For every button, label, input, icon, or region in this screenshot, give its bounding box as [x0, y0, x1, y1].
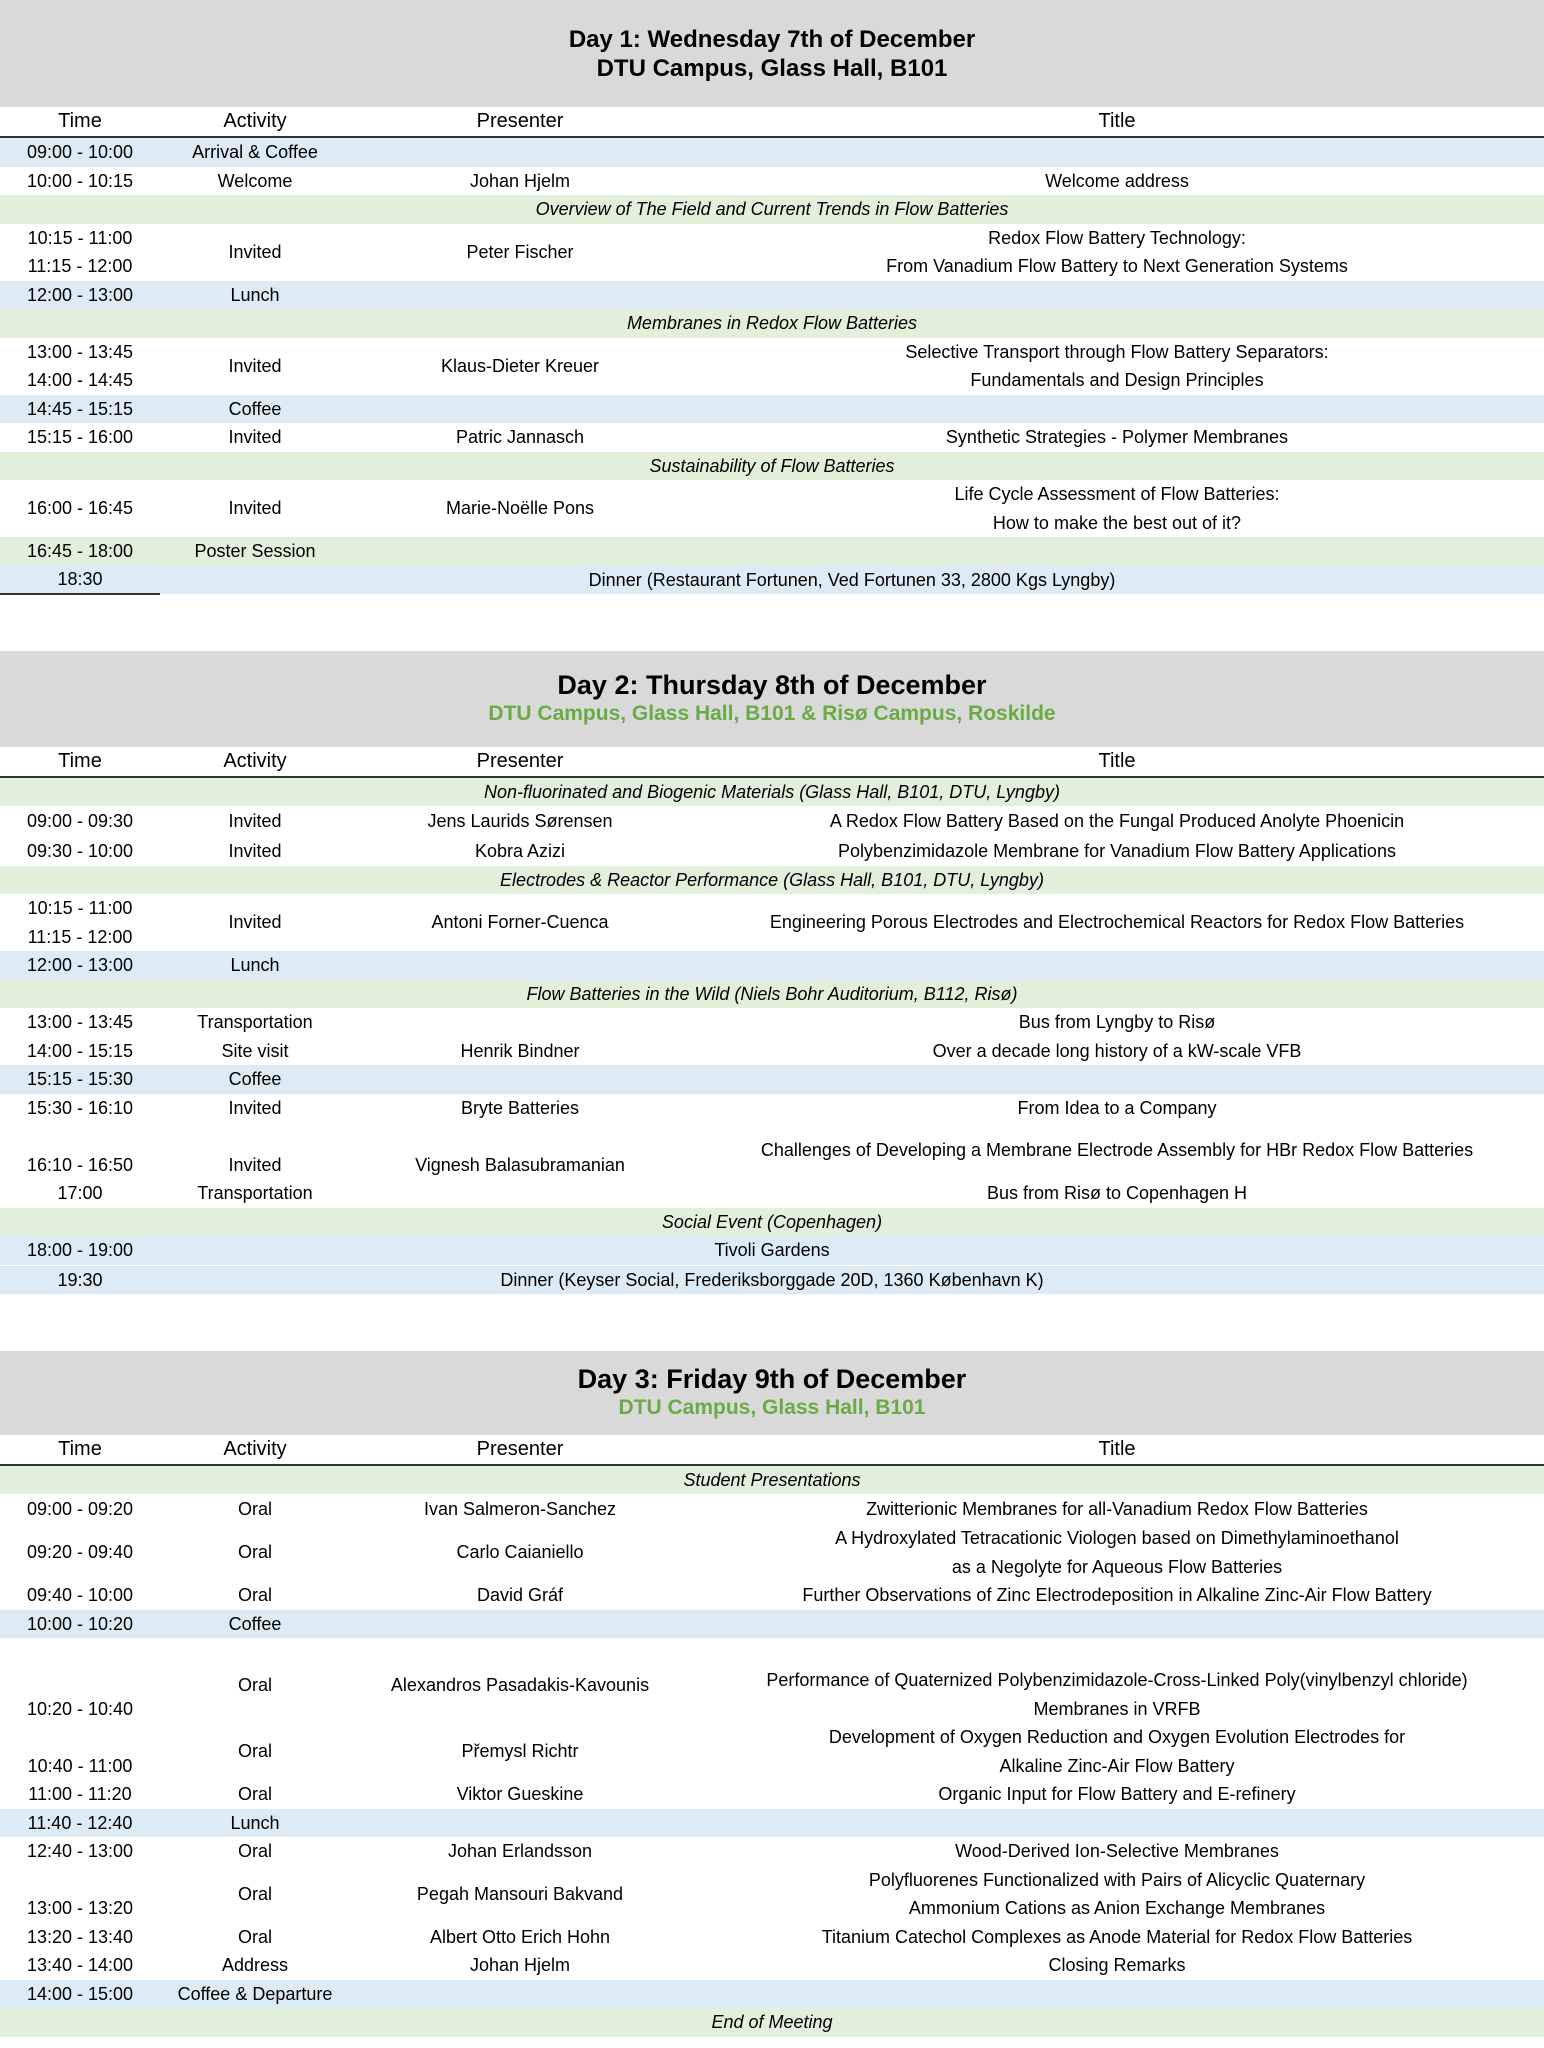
- presenter-cell: Pegah Mansouri Bakvand: [416, 1883, 624, 1904]
- time-cell: 13:00 - 13:45: [26, 1012, 134, 1032]
- activity-cell: Coffee: [228, 398, 282, 419]
- time-cell: 16:45 - 18:00: [26, 541, 134, 561]
- activity-cell: Lunch: [230, 955, 280, 975]
- event-cell: Dinner (Restaurant Fortunen, Ved Fortunen 33, 2800 Kgs Lyngby): [588, 569, 1116, 590]
- title-line: Selective Transport through Flow Battery Separators:: [905, 341, 1329, 362]
- table-row: [0, 1610, 1544, 1639]
- time-line: 13:00 - 13:45: [26, 341, 134, 362]
- activity-cell: Oral: [237, 1498, 272, 1519]
- section-heading: [0, 1466, 1544, 1495]
- title-line: as a Negolyte for Aqueous Flow Batteries: [951, 1556, 1283, 1577]
- activity-cell: Lunch: [230, 284, 280, 305]
- activity-cell: Invited: [228, 1097, 282, 1118]
- time-cell: [0, 338, 160, 395]
- col-title: Title: [1098, 1438, 1136, 1460]
- day3-header: [0, 1351, 1544, 1435]
- time-cell: 09:40 - 10:00: [26, 1585, 134, 1605]
- title-line: Polyfluorenes Functionalized with Pairs of Alicyclic Quaternary: [868, 1869, 1366, 1890]
- title-cell: Engineering Porous Electrodes and Electrochemical Reactors for Redox Flow Batteries: [769, 912, 1465, 933]
- title-cell: [690, 480, 1544, 537]
- title-line: From Vanadium Flow Battery to Next Generation Systems: [886, 256, 1348, 276]
- presenter-cell: Peter Fischer: [466, 241, 574, 262]
- table-row: [0, 806, 1544, 837]
- title-cell: [690, 224, 1544, 281]
- presenter-cell: Alexandros Pasadakis-Kavounis: [390, 1675, 650, 1696]
- table-row: [0, 1837, 1544, 1866]
- presenter-cell: David Gráf: [476, 1585, 564, 1605]
- activity-cell: Site visit: [221, 1040, 289, 1061]
- spacer: [0, 1294, 1544, 1351]
- activity-cell: Invited: [228, 498, 282, 519]
- section-heading: [0, 2008, 1544, 2037]
- section-label: Overview of The Field and Current Trends in Flow Batteries: [535, 199, 1009, 219]
- day2-title: Day 2: Thursday 8th of December: [557, 670, 987, 700]
- table-row: [0, 1951, 1544, 1980]
- presenter-cell: Ivan Salmeron-Sanchez: [423, 1498, 617, 1519]
- time-cell: 12:00 - 13:00: [26, 284, 134, 305]
- table-row: [0, 1638, 1544, 1723]
- activity-cell: Invited: [228, 427, 282, 447]
- title-cell: A Redox Flow Battery Based on the Fungal Produced Anolyte Phoenicin: [829, 811, 1405, 832]
- presenter-cell: Přemysl Richtr: [461, 1741, 579, 1762]
- day1-subtitle: DTU Campus, Glass Hall, B101: [596, 54, 948, 82]
- activity-cell: Coffee: [228, 1613, 282, 1634]
- time-cell: 18:30: [0, 565, 160, 596]
- day1-column-headers: [0, 107, 1544, 138]
- day1-header: [0, 0, 1544, 107]
- presenter-cell: Vignesh Balasubramanian: [415, 1154, 625, 1175]
- day2-subtitle: DTU Campus, Glass Hall, B101 & Risø Campus, Roskilde: [488, 702, 1056, 725]
- title-cell: Closing Remarks: [1048, 1955, 1186, 1975]
- title-line: Ammonium Cations as Anion Exchange Membranes: [908, 1898, 1326, 1918]
- time-cell: 11:00 - 11:20: [28, 1784, 132, 1804]
- table-row: [0, 480, 1544, 537]
- table-row: [0, 138, 1544, 167]
- title-line: Membranes in VRFB: [1033, 1698, 1201, 1719]
- table-row: [0, 338, 1544, 395]
- presenter-cell: Antoni Forner-Cuenca: [431, 912, 609, 933]
- activity-cell: Coffee & Departure: [177, 1983, 333, 2004]
- table-row: [0, 1809, 1544, 1838]
- table-row: [0, 1780, 1544, 1809]
- section-label: Non-fluorinated and Biogenic Materials (Glass Hall, B101, DTU, Lyngby): [484, 781, 1060, 802]
- table-row: [0, 537, 1544, 566]
- table-row: [0, 951, 1544, 980]
- title-line: Alkaline Zinc-Air Flow Battery: [999, 1755, 1235, 1776]
- table-row: [0, 1980, 1544, 2009]
- table-row: [0, 1094, 1544, 1123]
- table-row: [0, 1179, 1544, 1208]
- activity-cell: Arrival & Coffee: [192, 142, 318, 162]
- table-row: [0, 1265, 1544, 1295]
- title-line: Performance of Quaternized Polybenzimidazole-Cross-Linked Poly(vinylbenzyl chloride): [766, 1670, 1468, 1690]
- section-label: Flow Batteries in the Wild (Niels Bohr Auditorium, B112, Risø): [526, 983, 1018, 1004]
- title-cell: [690, 1638, 1544, 1723]
- time-cell: 14:00 - 15:15: [26, 1040, 134, 1061]
- presenter-cell: Henrik Bindner: [460, 1040, 580, 1061]
- activity-cell: Invited: [228, 1154, 282, 1175]
- time-cell: 16:00 - 16:45: [26, 498, 134, 519]
- time-cell: 12:00 - 13:00: [26, 955, 134, 975]
- table-row: [0, 1524, 1544, 1581]
- time-cell: 09:20 - 09:40: [26, 1542, 134, 1563]
- activity-cell: Invited: [228, 355, 282, 376]
- table-row: [0, 1236, 1544, 1265]
- end-of-meeting-label: End of Meeting: [711, 2012, 833, 2032]
- time-cell: 13:00 - 13:20: [26, 1898, 134, 1918]
- table-row: [0, 1065, 1544, 1094]
- activity-cell: Transportation: [197, 1183, 313, 1203]
- activity-cell: Transportation: [197, 1012, 313, 1032]
- table-row: [0, 423, 1544, 452]
- col-time: Time: [58, 110, 102, 133]
- title-cell: Synthetic Strategies - Polymer Membranes: [945, 427, 1289, 447]
- col-activity: Activity: [223, 1438, 287, 1460]
- time-cell: 19:30: [57, 1269, 103, 1290]
- title-cell: Titanium Catechol Complexes as Anode Material for Redox Flow Batteries: [821, 1926, 1413, 1947]
- time-line: 11:15 - 12:00: [27, 256, 133, 276]
- section-heading: [0, 866, 1544, 895]
- section-heading: [0, 452, 1544, 481]
- col-presenter: Presenter: [476, 750, 564, 772]
- activity-cell: Oral: [237, 1741, 272, 1762]
- activity-cell: Invited: [228, 811, 282, 832]
- presenter-cell: Carlo Caianiello: [456, 1542, 584, 1563]
- activity-cell: Oral: [237, 1784, 272, 1804]
- col-title: Title: [1098, 750, 1136, 772]
- presenter-cell: Bryte Batteries: [460, 1097, 580, 1118]
- presenter-cell: Albert Otto Erich Hohn: [429, 1926, 611, 1947]
- col-presenter: Presenter: [476, 110, 564, 133]
- table-row: [0, 837, 1544, 866]
- activity-cell: Oral: [237, 1841, 272, 1861]
- time-cell: 09:00 - 10:00: [26, 142, 134, 162]
- section-label: Student Presentations: [683, 1469, 861, 1490]
- title-line: Redox Flow Battery Technology:: [988, 227, 1246, 248]
- presenter-cell: Patric Jannasch: [455, 427, 585, 447]
- time-cell: 17:00: [57, 1183, 103, 1203]
- section-heading: [0, 980, 1544, 1009]
- presenter-cell: Marie-Noëlle Pons: [445, 498, 595, 519]
- col-time: Time: [58, 1438, 102, 1460]
- table-row: [0, 1122, 1544, 1179]
- activity-cell: Oral: [237, 1675, 272, 1696]
- table-row: [0, 1037, 1544, 1066]
- section-heading: [0, 195, 1544, 224]
- presenter-cell: Klaus-Dieter Kreuer: [440, 355, 600, 376]
- activity-cell: Oral: [237, 1926, 272, 1947]
- presenter-cell: Johan Hjelm: [469, 1955, 571, 1975]
- time-line: 10:15 - 11:00: [27, 898, 133, 918]
- table-row: [0, 566, 1544, 595]
- section-heading: [0, 309, 1544, 338]
- title-cell: [690, 1723, 1544, 1780]
- section-label: Sustainability of Flow Batteries: [649, 455, 895, 476]
- title-cell: [690, 338, 1544, 395]
- title-line: Development of Oxygen Reduction and Oxygen Evolution Electrodes for: [828, 1727, 1406, 1747]
- day2-header: [0, 651, 1544, 747]
- time-line: 11:15 - 12:00: [27, 926, 133, 947]
- time-cell: 14:45 - 15:15: [26, 398, 134, 419]
- table-row: [0, 894, 1544, 951]
- event-cell: Dinner (Keyser Social, Frederiksborggade 20D, 1360 København K): [500, 1269, 1044, 1290]
- spacer: [0, 594, 1544, 651]
- table-row: [0, 1008, 1544, 1037]
- activity-cell: Poster Session: [194, 541, 316, 561]
- time-cell: 18:00 - 19:00: [26, 1240, 134, 1260]
- day2-column-headers: [0, 747, 1544, 778]
- title-cell: Over a decade long history of a kW-scale VFB: [932, 1040, 1302, 1061]
- table-row: [0, 167, 1544, 196]
- title-cell: Zwitterionic Membranes for all-Vanadium Redox Flow Batteries: [866, 1498, 1368, 1519]
- activity-cell: Invited: [228, 912, 282, 933]
- activity-cell: Lunch: [230, 1812, 280, 1833]
- time-cell: 15:15 - 16:00: [26, 427, 134, 447]
- title-cell: [690, 1866, 1544, 1923]
- title-cell: From Idea to a Company: [1017, 1097, 1217, 1118]
- time-cell: [0, 224, 160, 281]
- presenter-cell: Johan Erlandsson: [447, 1841, 593, 1861]
- title-cell: Challenges of Developing a Membrane Electrode Assembly for HBr Redox Flow Batteries: [760, 1140, 1474, 1161]
- activity-cell: Oral: [237, 1883, 272, 1904]
- title-line: A Hydroxylated Tetracationic Viologen based on Dimethylaminoethanol: [835, 1528, 1399, 1548]
- time-cell: 10:00 - 10:20: [26, 1613, 134, 1634]
- day3-title: Day 3: Friday 9th of December: [577, 1364, 967, 1394]
- title-line: How to make the best out of it?: [992, 512, 1242, 533]
- activity-cell: Address: [221, 1955, 289, 1975]
- time-cell: [0, 894, 160, 951]
- table-row: [0, 1923, 1544, 1952]
- activity-cell: Coffee: [228, 1069, 282, 1089]
- table-row: [0, 395, 1544, 424]
- col-time: Time: [58, 750, 102, 772]
- time-cell: 09:00 - 09:20: [26, 1498, 134, 1519]
- col-title: Title: [1098, 110, 1136, 133]
- table-row: [0, 281, 1544, 310]
- day3-subtitle: DTU Campus, Glass Hall, B101: [618, 1396, 926, 1419]
- title-cell: Welcome address: [1045, 170, 1189, 191]
- time-line: 14:00 - 14:45: [26, 370, 134, 390]
- title-cell: Bus from Risø to Copenhagen H: [986, 1183, 1248, 1203]
- time-cell: 11:40 - 12:40: [27, 1812, 133, 1833]
- presenter-cell: Kobra Azizi: [474, 841, 566, 861]
- title-cell: Bus from Lyngby to Risø: [1018, 1012, 1216, 1032]
- presenter-cell: Johan Hjelm: [469, 170, 571, 191]
- table-row: [0, 1581, 1544, 1610]
- time-cell: 14:00 - 15:00: [26, 1983, 134, 2004]
- time-cell: 12:40 - 13:00: [26, 1841, 134, 1861]
- title-cell: Further Observations of Zinc Electrodeposition in Alkaline Zinc-Air Flow Battery: [802, 1585, 1432, 1605]
- title-line: Fundamentals and Design Principles: [970, 370, 1264, 390]
- time-cell: 13:20 - 13:40: [26, 1926, 134, 1947]
- col-presenter: Presenter: [476, 1438, 564, 1460]
- section-label: Electrodes & Reactor Performance (Glass Hall, B101, DTU, Lyngby): [500, 869, 1044, 890]
- activity-cell: Welcome: [217, 170, 293, 191]
- time-cell: 10:00 - 10:15: [26, 170, 134, 191]
- day3-column-headers: [0, 1435, 1544, 1466]
- section-heading: [0, 1208, 1544, 1237]
- table-row: [0, 1866, 1544, 1923]
- time-cell: 13:40 - 14:00: [26, 1955, 134, 1975]
- time-cell: 15:30 - 16:10: [26, 1097, 134, 1118]
- presenter-cell: Jens Laurids Sørensen: [427, 811, 613, 832]
- table-row: [0, 1494, 1544, 1524]
- day1-title: Day 1: Wednesday 7th of December: [568, 25, 976, 53]
- section-heading: [0, 778, 1544, 807]
- time-cell: 10:20 - 10:40: [26, 1698, 134, 1719]
- title-line: Life Cycle Assessment of Flow Batteries:: [954, 484, 1280, 504]
- table-row: [0, 224, 1544, 281]
- title-cell: Polybenzimidazole Membrane for Vanadium Flow Battery Applications: [838, 841, 1396, 861]
- time-cell: 09:00 - 09:30: [26, 811, 134, 832]
- table-row: [0, 1723, 1544, 1780]
- activity-cell: Oral: [237, 1542, 272, 1563]
- title-cell: [690, 1524, 1544, 1581]
- activity-cell: Invited: [228, 841, 282, 861]
- col-activity: Activity: [223, 110, 287, 133]
- time-cell: 09:30 - 10:00: [26, 841, 134, 861]
- time-cell: 10:40 - 11:00: [27, 1755, 133, 1776]
- title-cell: Organic Input for Flow Battery and E-refinery: [938, 1784, 1296, 1804]
- time-cell: 15:15 - 15:30: [26, 1069, 134, 1089]
- col-activity: Activity: [223, 750, 287, 772]
- activity-cell: Oral: [237, 1585, 272, 1605]
- section-label: Social Event (Copenhagen): [661, 1211, 883, 1232]
- time-cell: 16:10 - 16:50: [26, 1154, 134, 1175]
- activity-cell: Invited: [228, 241, 282, 262]
- presenter-cell: Viktor Gueskine: [456, 1784, 584, 1804]
- section-label: Membranes in Redox Flow Batteries: [626, 313, 918, 333]
- event-cell: Tivoli Gardens: [714, 1240, 830, 1260]
- time-line: 10:15 - 11:00: [27, 227, 133, 248]
- title-cell: Wood-Derived Ion-Selective Membranes: [955, 1841, 1279, 1861]
